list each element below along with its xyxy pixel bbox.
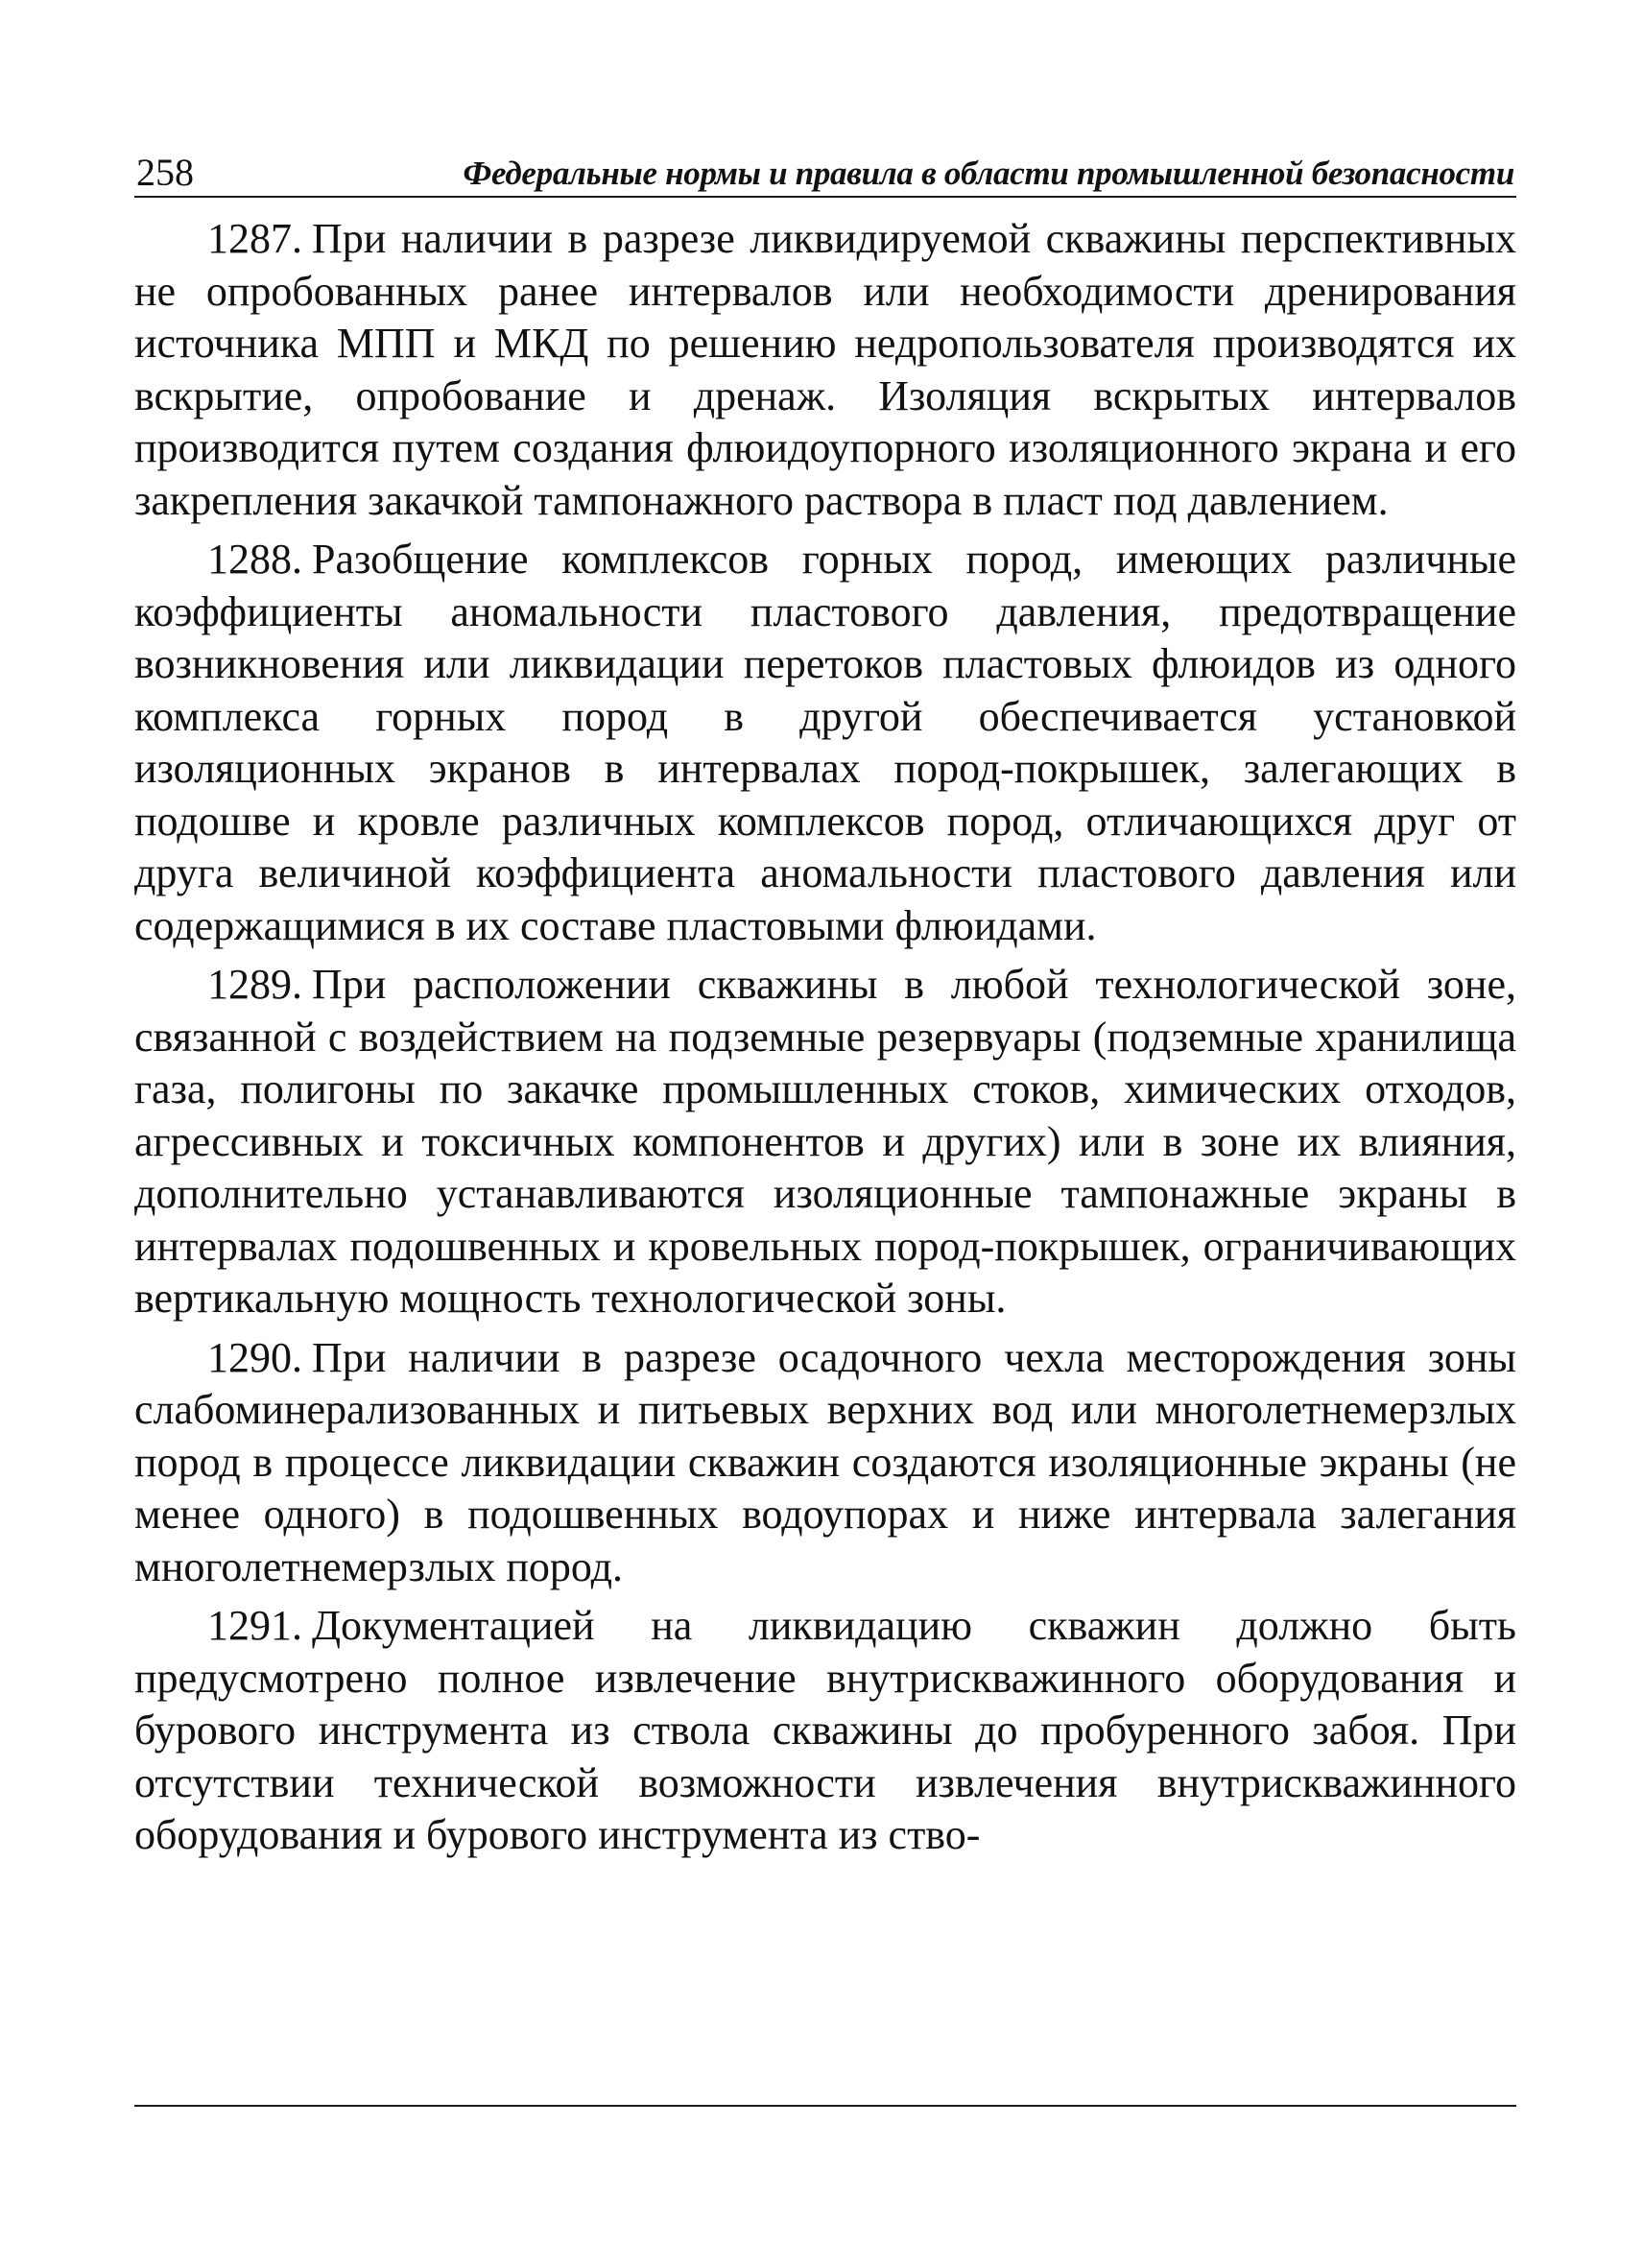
paragraph-text: При наличии в разрезе осадочного чехла месторождения зоны слабоминерализованных и питьевых верхних вод или многолетнемерзлых пород в процессе ликвидации скважин создаются изоляционные экраны (не менее одного) в подошвенных водоупорах и ниже интервала залегания многолетнемерзлых пород.: [134, 1333, 1516, 1590]
page-number: 258: [136, 151, 194, 194]
paragraph-1289: [134, 959, 1516, 1325]
footer-rule: [134, 2105, 1516, 2107]
paragraph-text: Документацией на ликвидацию скважин должно быть предусмотрено полное извлечение внутрискважинного оборудования и бурового инструмента из ствола скважины до пробуренного забоя. При отсутствии технической возможности извлечения внутрискважинного оборудования и бурового инструмента из ство-: [134, 1602, 1516, 1858]
running-title: Федеральные нормы и правила в области промышленной безопасности: [463, 155, 1514, 192]
paragraph-text: При расположении скважины в любой технологической зоне, связанной с воздействием на подземные резервуары (подземные хранилища газа, полигоны по закачке промышленных стоков, химических отходов, агрессивных и токсичных компонентов и других) или в зоне их влияния, дополнительно устанавливаются изоляционные тампонажные экраны в интервалах подошвенных и кровельных пород-покрышек, ограничивающих вертикальную мощность технологической зоны.: [134, 961, 1516, 1322]
paragraph-number: 1291.: [207, 1602, 302, 1649]
paragraph-number: 1289.: [207, 961, 302, 1008]
paragraph-1288: [134, 534, 1516, 952]
paragraph-1290: [134, 1332, 1516, 1594]
paragraph-number: 1288.: [207, 536, 302, 583]
paragraph-1287: [134, 213, 1516, 527]
paragraph-text: При наличии в разрезе ликвидируемой скважины перспективных не опробованных ранее интервалов или необходимости дренирования источника МПП и МКД по решению недропользователя производятся их вскрытие, опробование и дренаж. Изоляция вскрытых интервалов производится путем создания флюидоупорного изоляционного экрана и его закрепления закачкой тампонажного раствора в пласт под давлением.: [134, 215, 1516, 524]
paragraph-number: 1287.: [207, 215, 302, 262]
paragraph-1291: [134, 1600, 1516, 1862]
body-text: [134, 213, 1516, 1869]
paragraph-number: 1290.: [207, 1333, 302, 1381]
paragraph-text: Разобщение комплексов горных пород, имеющих различные коэффициенты аномальности пластового давления, предотвращение возникновения или ликвидации перетоков пластовых флюидов из одного комплекса горных пород в другой обеспечивается установкой изоляционных экранов в интервалах пород-покрышек, залегающих в подошве и кровле различных комплексов пород, отличающихся друг от друга величиной коэффициента аномальности пластового давления или содержащимися в их составе пластовыми флюидами.: [134, 536, 1516, 949]
running-header: [134, 142, 1516, 198]
